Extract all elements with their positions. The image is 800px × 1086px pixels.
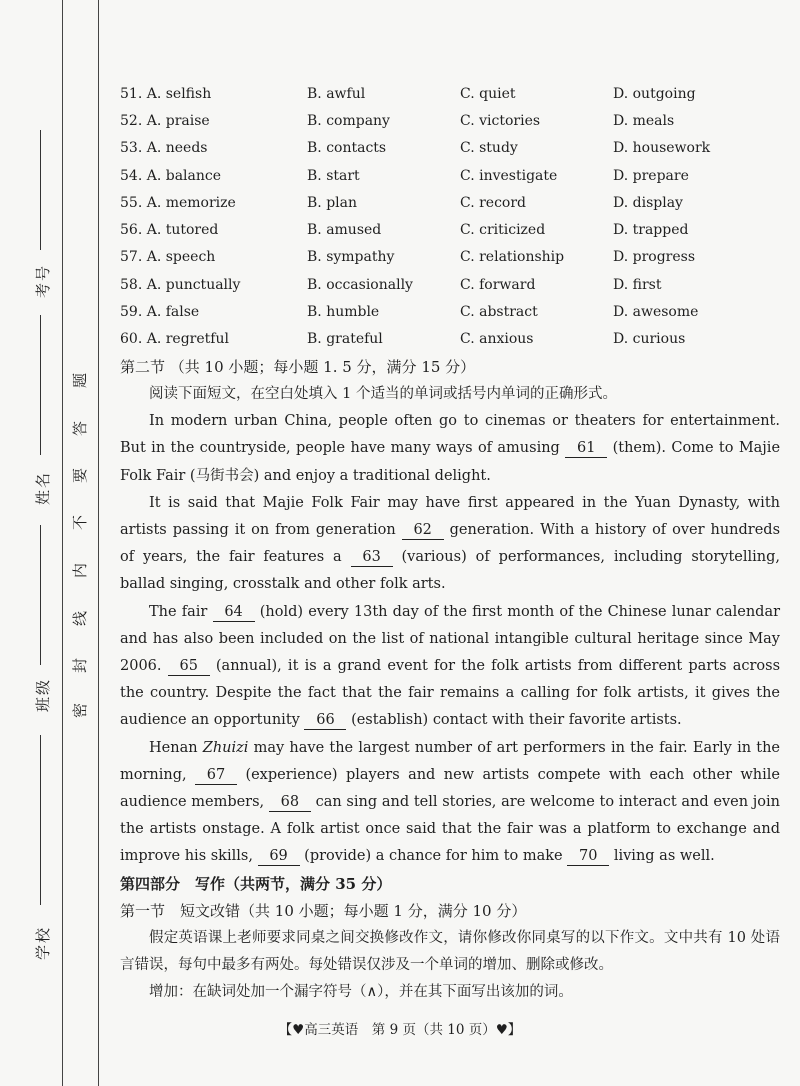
blank-66[interactable]: 66 xyxy=(304,711,346,730)
option-row xyxy=(120,80,780,107)
option-row xyxy=(120,216,780,243)
option-row xyxy=(120,326,780,353)
blank-70[interactable]: 70 xyxy=(567,847,609,866)
option-b: B. amused xyxy=(307,222,382,239)
school-label: 学校 xyxy=(34,925,52,960)
option-d: D. prepare xyxy=(613,167,689,184)
option-c: C. study xyxy=(460,140,518,157)
blank-63[interactable]: 63 xyxy=(351,548,393,567)
option-b: B. occasionally xyxy=(307,276,413,293)
option-b: B. grateful xyxy=(307,331,383,348)
option-b: B. awful xyxy=(307,85,366,102)
seal-char: 内 xyxy=(71,562,90,579)
option-d: D. first xyxy=(613,276,662,293)
option-a: 56. A. tutored xyxy=(120,222,219,239)
name-label: 姓名 xyxy=(34,470,52,505)
passage-text: may have the largest number of art performers in the fair. Early in the morning, xyxy=(120,739,780,783)
margin-rule-inner xyxy=(98,0,99,1086)
option-row xyxy=(120,107,780,134)
blank-64[interactable]: 64 xyxy=(213,603,255,622)
seal-char: 封 xyxy=(71,657,90,674)
option-b: B. start xyxy=(307,167,360,184)
part-4-title: 第四部分 写作（共两节，满分 35 分） xyxy=(120,874,392,893)
section-2 xyxy=(120,354,780,1006)
option-a: 60. A. regretful xyxy=(120,331,229,348)
option-c: C. quiet xyxy=(460,85,516,102)
option-c: C. anxious xyxy=(460,331,534,348)
option-row xyxy=(120,244,780,271)
option-d: D. trapped xyxy=(613,222,689,239)
exam-no-line xyxy=(40,130,41,250)
part-4-instruction-1: 假定英语课上老师要求同桌之间交换修改作文，请你修改你同桌写的以下作文。文中共有 10 处语言错误，每句中最多有两处。每处错误仅涉及一个单词的增加、删除或修改。 xyxy=(120,929,780,973)
option-a: 54. A. balance xyxy=(120,167,222,184)
option-a: 55. A. memorize xyxy=(120,194,236,211)
name-line xyxy=(40,315,41,455)
option-row xyxy=(120,162,780,189)
option-b: B. company xyxy=(307,112,390,129)
passage-text: generation. With a history of over hundreds of years, the fair features a xyxy=(120,522,781,566)
option-d: D. outgoing xyxy=(613,85,696,102)
option-c: C. criticized xyxy=(460,222,546,239)
option-c: C. forward xyxy=(460,276,536,293)
option-d: D. curious xyxy=(613,331,686,348)
option-row xyxy=(120,271,780,298)
option-c: C. relationship xyxy=(460,249,565,266)
blank-62[interactable]: 62 xyxy=(402,521,444,540)
option-a: 58. A. punctually xyxy=(120,276,241,293)
passage-text: Henan xyxy=(149,739,198,756)
seal-char: 题 xyxy=(71,372,90,389)
section-2-instruction: 阅读下面短文，在空白处填入 1 个适当的单词或括号内单词的正确形式。 xyxy=(149,386,617,402)
passage-paragraph-4 xyxy=(120,735,780,871)
passage-text: (experience) players and new artists compete with each other while audience members, xyxy=(120,766,781,811)
passage-text: (provide) a chance for him to make xyxy=(304,848,563,865)
option-a: 57. A. speech xyxy=(120,249,216,266)
option-b: B. contacts xyxy=(307,140,387,157)
blank-67[interactable]: 67 xyxy=(195,766,237,785)
page-footer: 【♥高三英语 第 9 页（共 10 页）♥】 xyxy=(278,1022,522,1038)
passage-text: (annual), it is a grand event for the folk artists from different parts across the country. Despite the fact that the fair remains a calling for folk artists, it gives the audience an opportunity xyxy=(120,658,781,729)
option-b: B. sympathy xyxy=(307,249,395,266)
passage-text: living as well. xyxy=(613,848,715,865)
class-label: 班级 xyxy=(34,677,52,712)
blank-68[interactable]: 68 xyxy=(269,793,311,812)
class-line xyxy=(40,525,41,665)
blank-61[interactable]: 61 xyxy=(565,439,607,458)
part-4-section-1-title: 第一节 短文改错（共 10 小题；每小题 1 分，满分 10 分） xyxy=(120,901,527,920)
option-a: 59. A. false xyxy=(120,304,200,321)
option-d: D. awesome xyxy=(613,304,699,321)
seal-char: 密 xyxy=(71,702,90,719)
passage-text: In modern urban China, people often go to cinemas or theaters for entertainment. But in the countryside, people have many ways of amusing xyxy=(120,413,780,457)
school-line xyxy=(40,735,41,905)
option-d: D. progress xyxy=(613,249,696,266)
passage-text: The fair xyxy=(149,603,208,620)
option-c: C. abstract xyxy=(460,304,538,321)
option-a: 52. A. praise xyxy=(120,112,210,129)
passage-text: It is said that Majie Folk Fair may have first appeared in the Yuan Dynasty, with artists passing it on from generation xyxy=(120,494,780,539)
option-row xyxy=(120,189,780,216)
option-d: D. display xyxy=(613,194,683,211)
passage-text: (various) of performances, including storytelling, ballad singing, crosstalk and other folk arts. xyxy=(120,549,781,593)
part-4-instruction-2: 增加：在缺词处加一个漏字符号（∧），并在其下面写出该加的词。 xyxy=(149,984,573,1001)
option-a: 53. A. needs xyxy=(120,140,208,157)
zhuizi-term: Zhuizi xyxy=(202,739,249,756)
passage-text: (establish) contact with their favorite artists. xyxy=(351,712,682,729)
option-d: D. meals xyxy=(613,112,675,129)
section-2-title: 第二节 （共 10 小题；每小题 1. 5 分，满分 15 分） xyxy=(120,358,476,376)
passage-text: can sing and tell stories, are welcome to interact and even join the artists onstage. A folk artist once said that the fair was a platform to exchange and improve his skills, xyxy=(120,794,781,865)
passage-paragraph-2 xyxy=(120,490,780,599)
seal-char: 要 xyxy=(71,467,90,484)
option-b: B. plan xyxy=(307,194,357,211)
option-c: C. record xyxy=(460,194,527,211)
option-c: C. investigate xyxy=(460,167,558,184)
blank-69[interactable]: 69 xyxy=(258,847,300,866)
option-row xyxy=(120,135,780,162)
option-d: D. housework xyxy=(613,140,711,157)
option-c: C. victories xyxy=(460,112,541,129)
answer-options xyxy=(120,80,780,353)
seal-char: 不 xyxy=(71,514,90,531)
passage-text: (them). Come to Majie Folk Fair (马街书会) and enjoy a traditional delight. xyxy=(120,440,781,484)
blank-65[interactable]: 65 xyxy=(168,657,210,676)
seal-char: 答 xyxy=(71,420,90,437)
margin-rule-outer xyxy=(62,0,63,1086)
passage-text: (hold) every 13th day of the first month of the Chinese lunar calendar and has also been included on the list of national intangible cultural heritage since May 2006. xyxy=(120,603,781,675)
seal-char: 线 xyxy=(71,610,90,627)
option-b: B. humble xyxy=(307,304,380,321)
passage-paragraph-3 xyxy=(120,599,780,735)
option-a: 51. A. selfish xyxy=(120,85,212,102)
passage-paragraph-1 xyxy=(120,408,780,490)
option-row xyxy=(120,298,780,325)
exam-no-label: 考号 xyxy=(34,263,52,298)
